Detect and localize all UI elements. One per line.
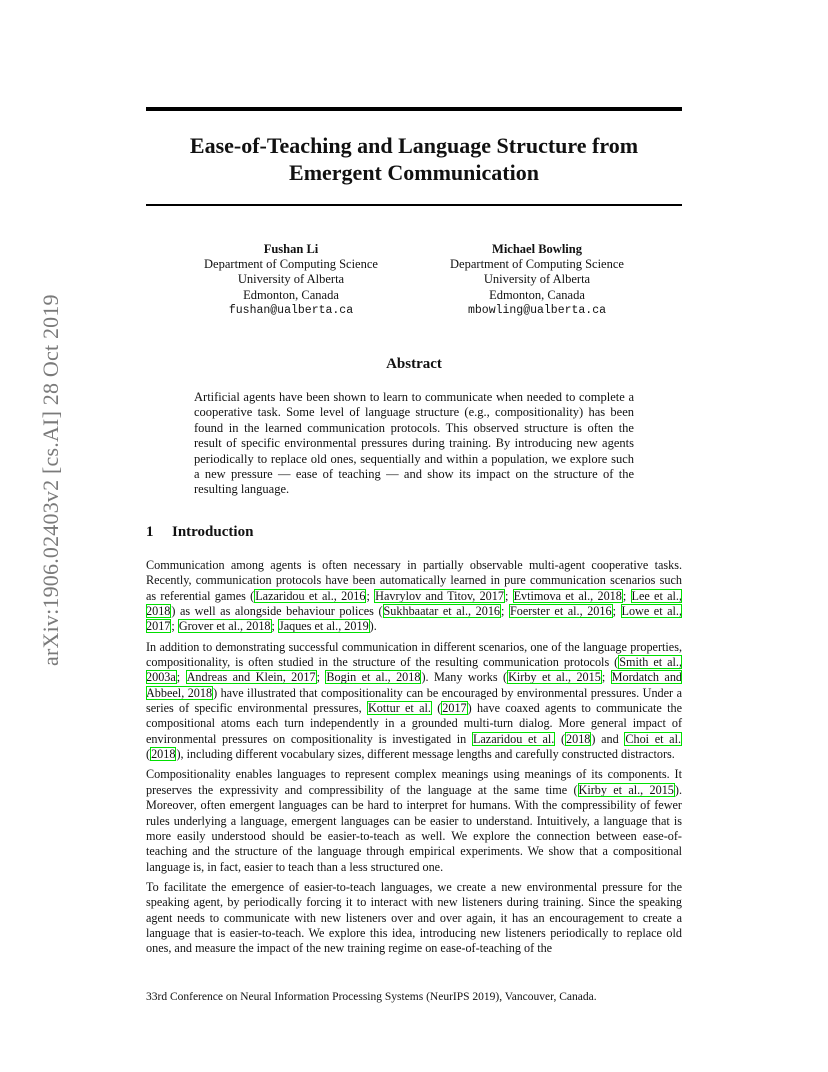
author-name: Michael Bowling	[492, 242, 582, 256]
author-name: Fushan Li	[263, 242, 319, 256]
citation-link[interactable]: Kirby et al., 2015	[508, 670, 601, 685]
title-top-rule	[146, 107, 682, 111]
author-location: Edmonton, Canada	[243, 287, 339, 302]
title-line-2: Emergent Communication	[289, 160, 539, 185]
citation-link[interactable]: Evtimova et al., 2018	[513, 588, 622, 603]
citation-link[interactable]: Andreas and Klein, 2017	[186, 670, 316, 685]
abstract-text: Artificial agents have been shown to learn to communicate when needed to complete a cooperative task. Some level of language structure (e.g., compositionality) has been found in the learned communication protocols. This observed structure is often the result of specific environmental pressures during training. By introducing new agents periodically to replace old ones, sequentially and within a population, we explore such a new pressure — ease of teaching — and show its impact on the structure of the resulting language.	[194, 390, 634, 497]
text-run: (	[146, 747, 151, 762]
text-run: (	[431, 701, 442, 716]
text-run: ) have coaxed agents to communicate the compositional atoms each turn independently in a grounded multi-turn dialog. More general impact of environmental pressures on compositionality is investigated in	[146, 701, 682, 746]
section-title: Introduction	[172, 524, 254, 540]
text-run: ) have illustrated that compositionality can be encouraged by environmental pressures. Under a series of specific environmental pressures,	[146, 685, 682, 716]
citation-link[interactable]: Bogin et al., 2018	[326, 670, 421, 685]
paragraph-4: To facilitate the emergence of easier-to-teach languages, we create a new environmental pressure for the speaking agent, by periodically forcing it to interact with new listeners during training. Since the speaking agent needs to communicate with new listeners over and over again, it has an encouragement to create a language that is easier-to-teach. We explore this idea, introducing new listeners periodically to replace old ones, and measure the impact of the new training regime on ease-of-teaching of the	[146, 879, 682, 956]
conference-footnote: 33rd Conference on Neural Information Processing Systems (NeurIPS 2019), Vancouver, Canada.	[146, 991, 597, 1003]
citation-link[interactable]: 2017	[442, 701, 467, 716]
text-run: ), including different vocabulary sizes, different message lengths and carefully constructed distractors.	[176, 747, 675, 762]
paragraph-3	[146, 767, 682, 874]
text-run: ;	[366, 588, 375, 603]
paragraph-2	[146, 640, 682, 763]
author-univ: University of Alberta	[237, 272, 345, 287]
citation-link[interactable]: Lee et al., 2018	[146, 588, 682, 619]
text-run: ;	[176, 670, 186, 685]
citation-link[interactable]: Grover et al., 2018	[178, 619, 271, 634]
citation-link[interactable]: Smith et al., 2003a	[146, 655, 683, 685]
author-email: fushan@ualberta.ca	[228, 303, 354, 317]
citation-link[interactable]: Foerster et al., 2016	[509, 604, 612, 619]
author-dept: Department of Computing Science	[450, 257, 624, 272]
citation-link[interactable]: Lowe et al., 2017	[146, 604, 683, 634]
text-run: ;	[504, 588, 513, 603]
citation-link[interactable]: Sukhbaatar et al., 2016	[383, 604, 501, 619]
author-dept: Department of Computing Science	[204, 257, 378, 272]
text-run: ;	[501, 604, 509, 619]
text-run: Communication among agents is often necessary in partially observable multi-agent cooperative tasks. Recently, communication protocols have been automatically learned in pure communication scenarios such as referential games (	[146, 558, 682, 603]
author-block-1	[176, 242, 406, 318]
text-run: ). Moreover, often emergent languages can be hard to interpret for humans. With the compressibility of fewer rules underlying a language, emergent languages can be easier to understand. Intuitively, a language that is more easily understood should be easier-to-teach as well. We explore the connection between ease-of-teaching and the structure of the language through empirical experiments. We show that a compositional language is, in fact, easier to teach than a less structured one.	[146, 782, 682, 874]
text-run: ) and	[591, 731, 625, 746]
citation-link[interactable]: Havrylov and Titov, 2017	[375, 588, 504, 603]
arxiv-identifier: arXiv:1906.02403v2 [cs.AI] 28 Oct 2019	[38, 294, 63, 666]
title-bottom-rule	[146, 204, 682, 206]
citation-link[interactable]: Kirby et al., 2015	[578, 782, 674, 797]
citation-link[interactable]: 2018	[151, 747, 176, 762]
abstract-heading: Abstract	[386, 356, 442, 372]
citation-link[interactable]: Lazaridou et al., 2016	[255, 588, 366, 603]
text-run: ). Many works (	[421, 670, 508, 685]
text-run: ;	[271, 619, 278, 634]
text-run: ;	[316, 670, 326, 685]
citation-link[interactable]: Kottur et al.	[367, 701, 431, 716]
text-run: ;	[171, 619, 178, 634]
text-run: ).	[369, 619, 377, 634]
text-run: ;	[622, 588, 631, 603]
introduction-body	[146, 558, 682, 962]
text-run: ;	[601, 670, 611, 685]
author-block-2	[422, 242, 652, 318]
section-number: 1	[146, 524, 154, 540]
paper-title	[146, 132, 682, 186]
citation-link[interactable]: Jaques et al., 2019	[278, 619, 369, 634]
author-email: mbowling@ualberta.ca	[467, 303, 607, 317]
text-run: In addition to demonstrating successful communication in different scenarios, one of the language properties, compositionality, is often studied in the structure of the resulting communication protocols (	[146, 639, 682, 670]
author-univ: University of Alberta	[483, 272, 591, 287]
author-location: Edmonton, Canada	[489, 287, 585, 302]
section-heading	[146, 524, 253, 541]
citation-link[interactable]: Mordatch and Abbeel, 2018	[146, 670, 683, 700]
text-run: (	[555, 731, 566, 746]
title-line-1: Ease-of-Teaching and Language Structure from	[189, 133, 639, 158]
text-run: ) as well as alongside behaviour polices (	[171, 604, 383, 619]
citation-link[interactable]: Lazaridou et al.	[472, 731, 555, 746]
paragraph-1	[146, 558, 682, 635]
text-run: Compositionality enables languages to represent complex meanings using meanings of its components. It preserves the expressivity and compressibility of the language at the same time (	[146, 767, 682, 797]
citation-link[interactable]: Choi et al.	[625, 731, 682, 746]
text-run: ;	[612, 604, 621, 619]
citation-link[interactable]: 2018	[566, 731, 591, 746]
